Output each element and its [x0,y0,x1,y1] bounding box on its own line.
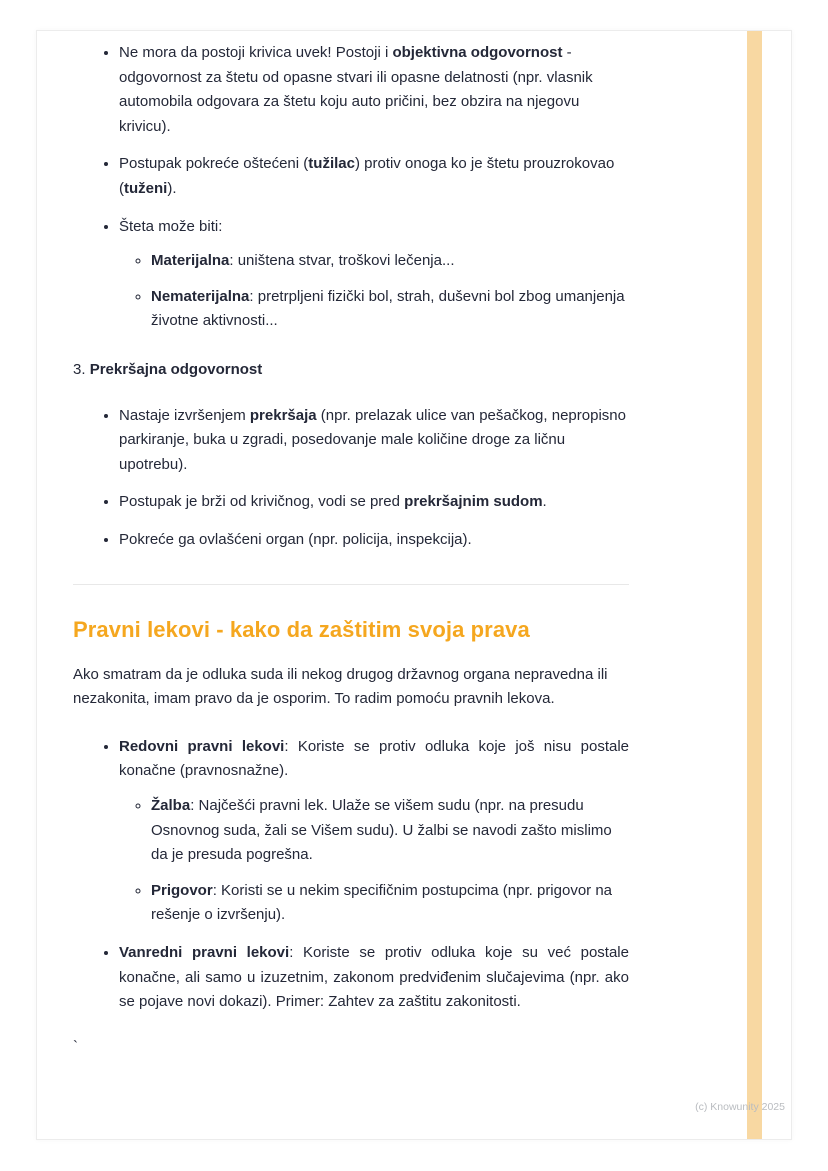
section-divider [73,584,629,585]
list-item [119,490,629,515]
document-page [36,30,792,1140]
list-item [151,879,629,928]
misdemeanor-bullet-list [73,404,629,553]
damage-types-sublist [119,249,629,334]
list-item [119,152,629,201]
list-item [151,285,629,334]
stray-backtick: ` [73,1037,78,1055]
liability-bullet-list [73,41,629,334]
list-item-text: Šteta može biti: [119,217,223,235]
list-item-text: Vanredni pravni lekovi: Koriste se protiv odluka koje su već postale konačne, ali samo u izuzetnim, zakonom predviđenim slučajevima (npr. ako se pojave novi dokazi). Primer: Zahtev za zaštitu zakonitosti. [119,943,629,1011]
list-item [119,941,629,1015]
intro-paragraph: Ako smatram da je odluka suda ili nekog drugog državnog organa nepravedna ili nezakonita, imam pravo da je osporim. To radim pomoću pravnih lekova. [73,665,608,708]
legal-remedies-list [73,735,629,1015]
list-item [151,249,629,274]
list-item-text: Pokreće ga ovlašćeni organ (npr. policija, inspekcija). [119,530,472,548]
document-content [37,31,791,1059]
list-item [119,41,629,139]
list-item [119,528,629,553]
list-item-text: Nematerijalna: pretrpljeni fizički bol, strah, duševni bol zbog umanjenja životne aktivnosti... [151,287,625,330]
regular-remedies-sublist [119,794,629,928]
list-item-text: Nastaje izvršenjem prekršaja (npr. prelazak ulice van pešačkog, nepropisno parkiranje, buka u zgradi, posedovanje male količine droge za ličnu upotrebu). [119,406,626,473]
list-item-text: Materijalna: uništena stvar, troškovi lečenja... [151,252,455,270]
list-item-text: Ne mora da postoji krivica uvek! Postoji i objektivna odgovornost - odgovornost za štetu od opasne stvari ili opasne delatnosti (npr. vlasnik automobila odgovara za štetu koju auto pričini, bez obzira na njegovu krivicu). [119,44,593,135]
numbered-item-prekrsajna-odgovornost: 3. Prekršajna odgovornost [73,360,263,378]
list-item-text: Žalba: Najčešći pravni lek. Ulaže se višem sudu (npr. na presudu Osnovnog suda, žali se Višem sudu). U žalbi se navodi zašto mislimo da je presuda pogrešna. [151,796,612,864]
list-item-text: Redovni pravni lekovi: Koriste se protiv odluka koje još nisu postale konačne (pravnosnažne). [119,737,629,780]
list-item [119,215,629,334]
section-heading: Pravni lekovi - kako da zaštitim svoja prava [73,616,530,642]
list-item [119,735,629,928]
list-item-text: Postupak je brži od krivičnog, vodi se pred prekršajnim sudom. [119,493,547,511]
copyright-footer: (c) Knowunity 2025 [695,1101,785,1113]
list-item-text: Postupak pokreće oštećeni (tužilac) protiv onoga ko je štetu prouzrokovao (tuženi). [119,155,615,197]
list-item [119,404,629,478]
list-item-text: Prigovor: Koristi se u nekim specifičnim postupcima (npr. prigovor na rešenje o izvršenju). [151,881,613,924]
list-item [151,794,629,868]
